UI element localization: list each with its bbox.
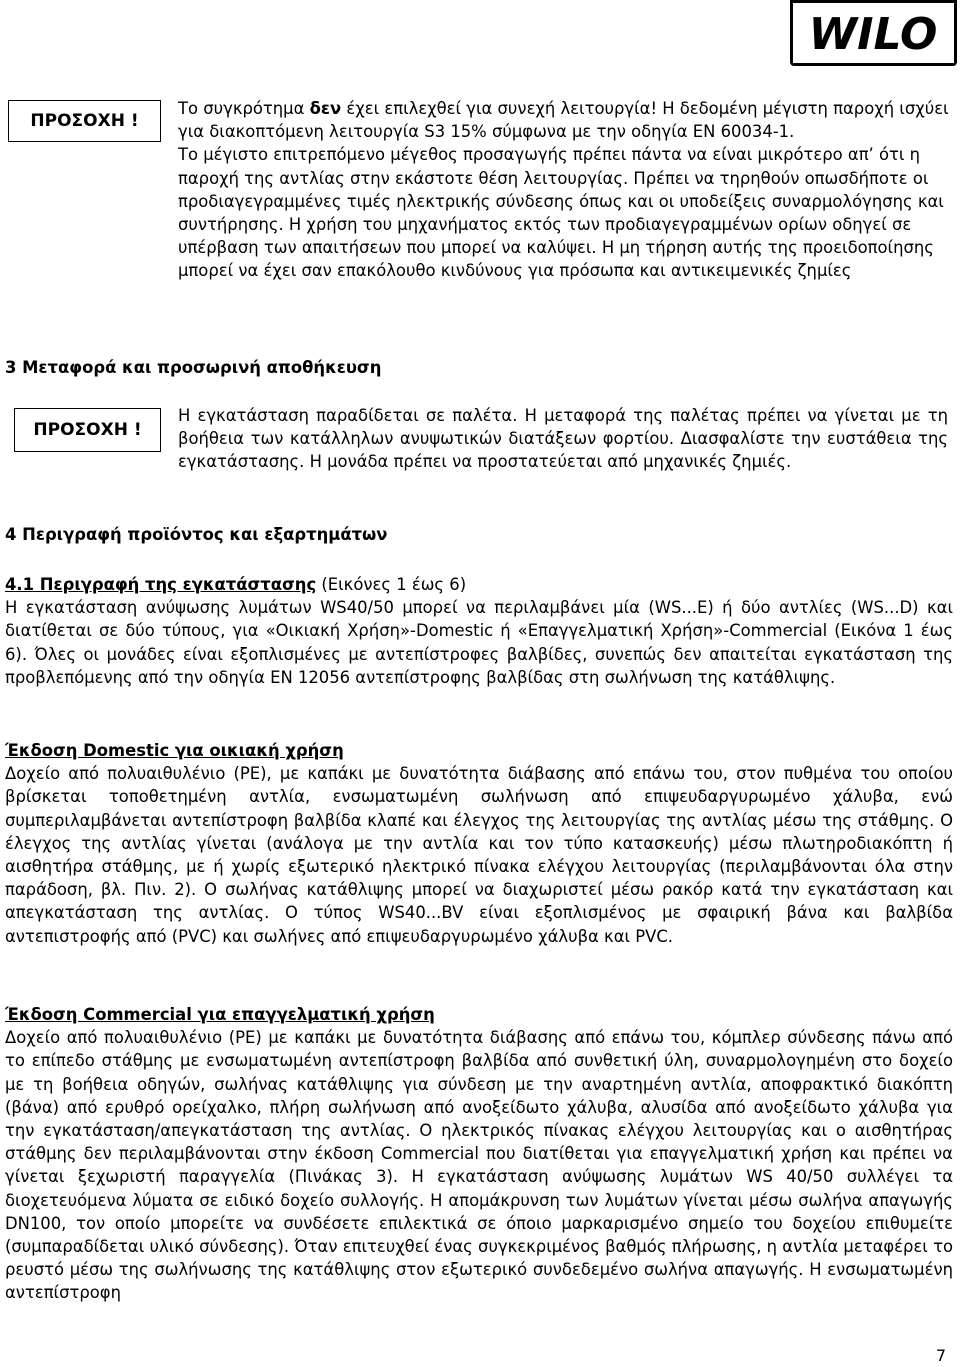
warning-intro-pre: Το συγκρότημα [178,99,310,118]
warning-intro-bold: δεν [309,99,342,118]
warning-label-2: ΠΡΟΣΟΧΗ ! [33,420,142,440]
warning-text-1 [178,97,953,283]
warning-body: Το μέγιστο επιτρεπόμενο μέγεθος προσαγωγής πρέπει πάντα να είναι μικρότερο απ’ ότι η παροχή της αντλίας στην εκάστοτε θέση λειτουργίας. Πρέπει να τηρηθούν οπωσδήποτε οι προδιαγεγραμμένες τιμές ηλεκτρικής σύνδεσης όπως και οι υποδείξεις συναρμολόγησης και συντήρησης. Η χρήση του μηχανήματος εκτός των προδιαγεγραμμένων ορίων οδηγεί σε υπέρβαση των απαιτήσεων που μπορεί να καλύψει. Η μη τήρηση αυτής της προειδοποίησης μπορεί να έχει σαν επακόλουθο κινδύνους για πρόσωπα και αντικειμενικές ζημίες [178,145,944,281]
section-4-1-title [5,573,953,596]
section-4-1-title-text: 4.1 Περιγραφή της εγκατάστασης [5,575,317,594]
page-number: 7 [935,1346,946,1365]
warning-label-box-2 [14,408,161,452]
warning-intro [178,97,953,143]
section-4-1-figure-ref: (Εικόνες 1 έως 6) [316,575,467,594]
commercial-title-text: Έκδοση Commercial για επαγγελματική χρήση [5,1005,435,1024]
wilo-logo-text: WILO [808,9,938,60]
domestic-section [5,739,953,948]
domestic-title [5,739,953,762]
warning-2-body: Η εγκατάσταση παραδίδεται σε παλέτα. Η μεταφορά της παλέτας πρέπει να γίνεται με τη βοήθεια των κατάλληλων ανυψωτικών διατάξεων φορτίου. Διασφαλίστε την ευστάθεια της εγκατάστασης. Η μονάδα πρέπει να προστατεύεται από μηχανικές ζημιές. [178,406,948,472]
wilo-logo-mark [793,3,954,63]
commercial-section [5,1003,953,1305]
wilo-logo [790,0,957,66]
section-4-1-body: Η εγκατάσταση ανύψωσης λυμάτων WS40/50 μπορεί να περιλαμβάνει μία (WS...E) ή δύο αντλίες (WS...D) και διατίθεται σε δύο τύπους, για «Οικιακή Χρήση»-Domestic ή «Επαγγελματική Χρήση»-Commercial (Εικόνα 1 έως 6). Όλες οι μονάδες είναι εξοπλισμένες με αντεπίστροφες βαλβίδες, συνεπώς δεν απαιτείται εγκατάσταση της προβλεπόμενης από την οδηγία EN 12056 αντεπίστροφης βαλβίδας στη σωλήνωση της κατάθλιψης. [5,598,953,687]
domestic-body: Δοχείο από πολυαιθυλένιο (PE), με καπάκι με δυνατότητα διάβασης από επάνω του, στον πυθμένα του οποίου βρίσκεται τοποθετημένη αντλία, ενσωματωμένη σωλήνωση από επιψευδαργυρωμένο χάλυβα, ενώ συμπεριλαμβάνεται αντεπίστροφη βαλβίδα κλαπέ και έλεγχος της λειτουργίας της αντλίας μέσω της στάθμης. Ο έλεγχος της αντλίας γίνεται (ανάλογα με την αντλία και τον τύπο κατασκευής) μέσω πλωτηροδιακόπτη ή αισθητήρα στάθμης, με ή χωρίς εξωτερικό ηλεκτρικό πίνακα ελέγχου λειτουργίας (περιλαμβάνονται όλα στην παράδοση, βλ. Πιν. 2). Ο σωλήνας κατάθλιψης μπορεί να διαχωριστεί μέσω ρακόρ κατά την εγκατάσταση και απεγκατάσταση της αντλίας. Ο τύπος WS40...BV είναι εξοπλισμένος με σφαιρική βάνα και βαλβίδα αντεπιστροφής από (PVC) και σωλήνες από επιψευδαργυρωμένο χάλυβα και PVC. [5,764,953,946]
commercial-body: Δοχείο από πολυαιθυλένιο (PE) με καπάκι με δυνατότητα διάβασης από επάνω του, κόμπλερ σύνδεσης πάνω από το επίπεδο στάθμης με ενσωματωμένη αντεπίστροφη βαλβίδα από συνθετική ύλη, συναρμολογημένη στο δοχείο με τη βοήθεια οδηγών, σωλήνας κατάθλιψης για σύνδεση με την αναρτημένη αντλία, αποφρακτικό διακόπτη (βάνα) από ερυθρό ορείχαλκο, πλήρη σωλήνωση από ανοξείδωτο χάλυβα, αλυσίδα από ανοξείδωτο χάλυβα για την εγκατάσταση/απεγκατάσταση της αντλίας. Ο ηλεκτρικός πίνακας ελέγχου λειτουργίας και ο αισθητήρας στάθμης δεν περιλαμβάνονται στην έκδοση Commercial που διατίθεται για επαγγελματική χρήση και πρέπει να γίνεται ξεχωριστή παραγγελία (Πινάκας 3). Η εγκατάσταση ανύψωσης λυμάτων WS 40/50 συλλέγει τα διοχετευόμενα λύματα σε ειδικό δοχείο συλλογής. Η απομάκρυνση των λυμάτων γίνεται μέσω σωλήνα απαγωγής DN100, τον οποίο μπορείτε να συνδέσετε επιλεκτικά σε όποιο μαρκαρισμένο σημείο του δοχείου επιθυμείτε (συμπαραδίδεται υλικό σύνδεσης). Όταν επιτευχθεί ένας συγκεκριμένος βαθμός πλήρωσης, η αντλία μεταφέρει το ρευστό μέσω της σωλήνωσης της κατάθλιψης στον εξωτερικό συνδεδεμένο σωλήνα απαγωγής. Η ενσωματωμένη αντεπίστροφη [5,1028,953,1303]
warning-text-2 [178,404,948,474]
warning-label-box-1 [8,100,161,142]
commercial-title [5,1003,953,1026]
section-3-heading: 3 Μεταφορά και προσωρινή αποθήκευση [5,358,382,377]
domestic-title-text: Έκδοση Domestic για οικιακή χρήση [5,741,344,760]
section-4-heading: 4 Περιγραφή προϊόντος και εξαρτημάτων [5,525,388,544]
section-4-1 [5,573,953,689]
warning-intro-post: έχει επιλεχθεί για συνεχή λειτουργία! Η δεδομένη μέγιστη παροχή ισχύει για διακοπτόμενη λειτουργία S3 15% σύμφωνα με την οδηγία EN 60034-1. [178,99,949,142]
warning-label-1: ΠΡΟΣΟΧΗ ! [30,111,139,131]
